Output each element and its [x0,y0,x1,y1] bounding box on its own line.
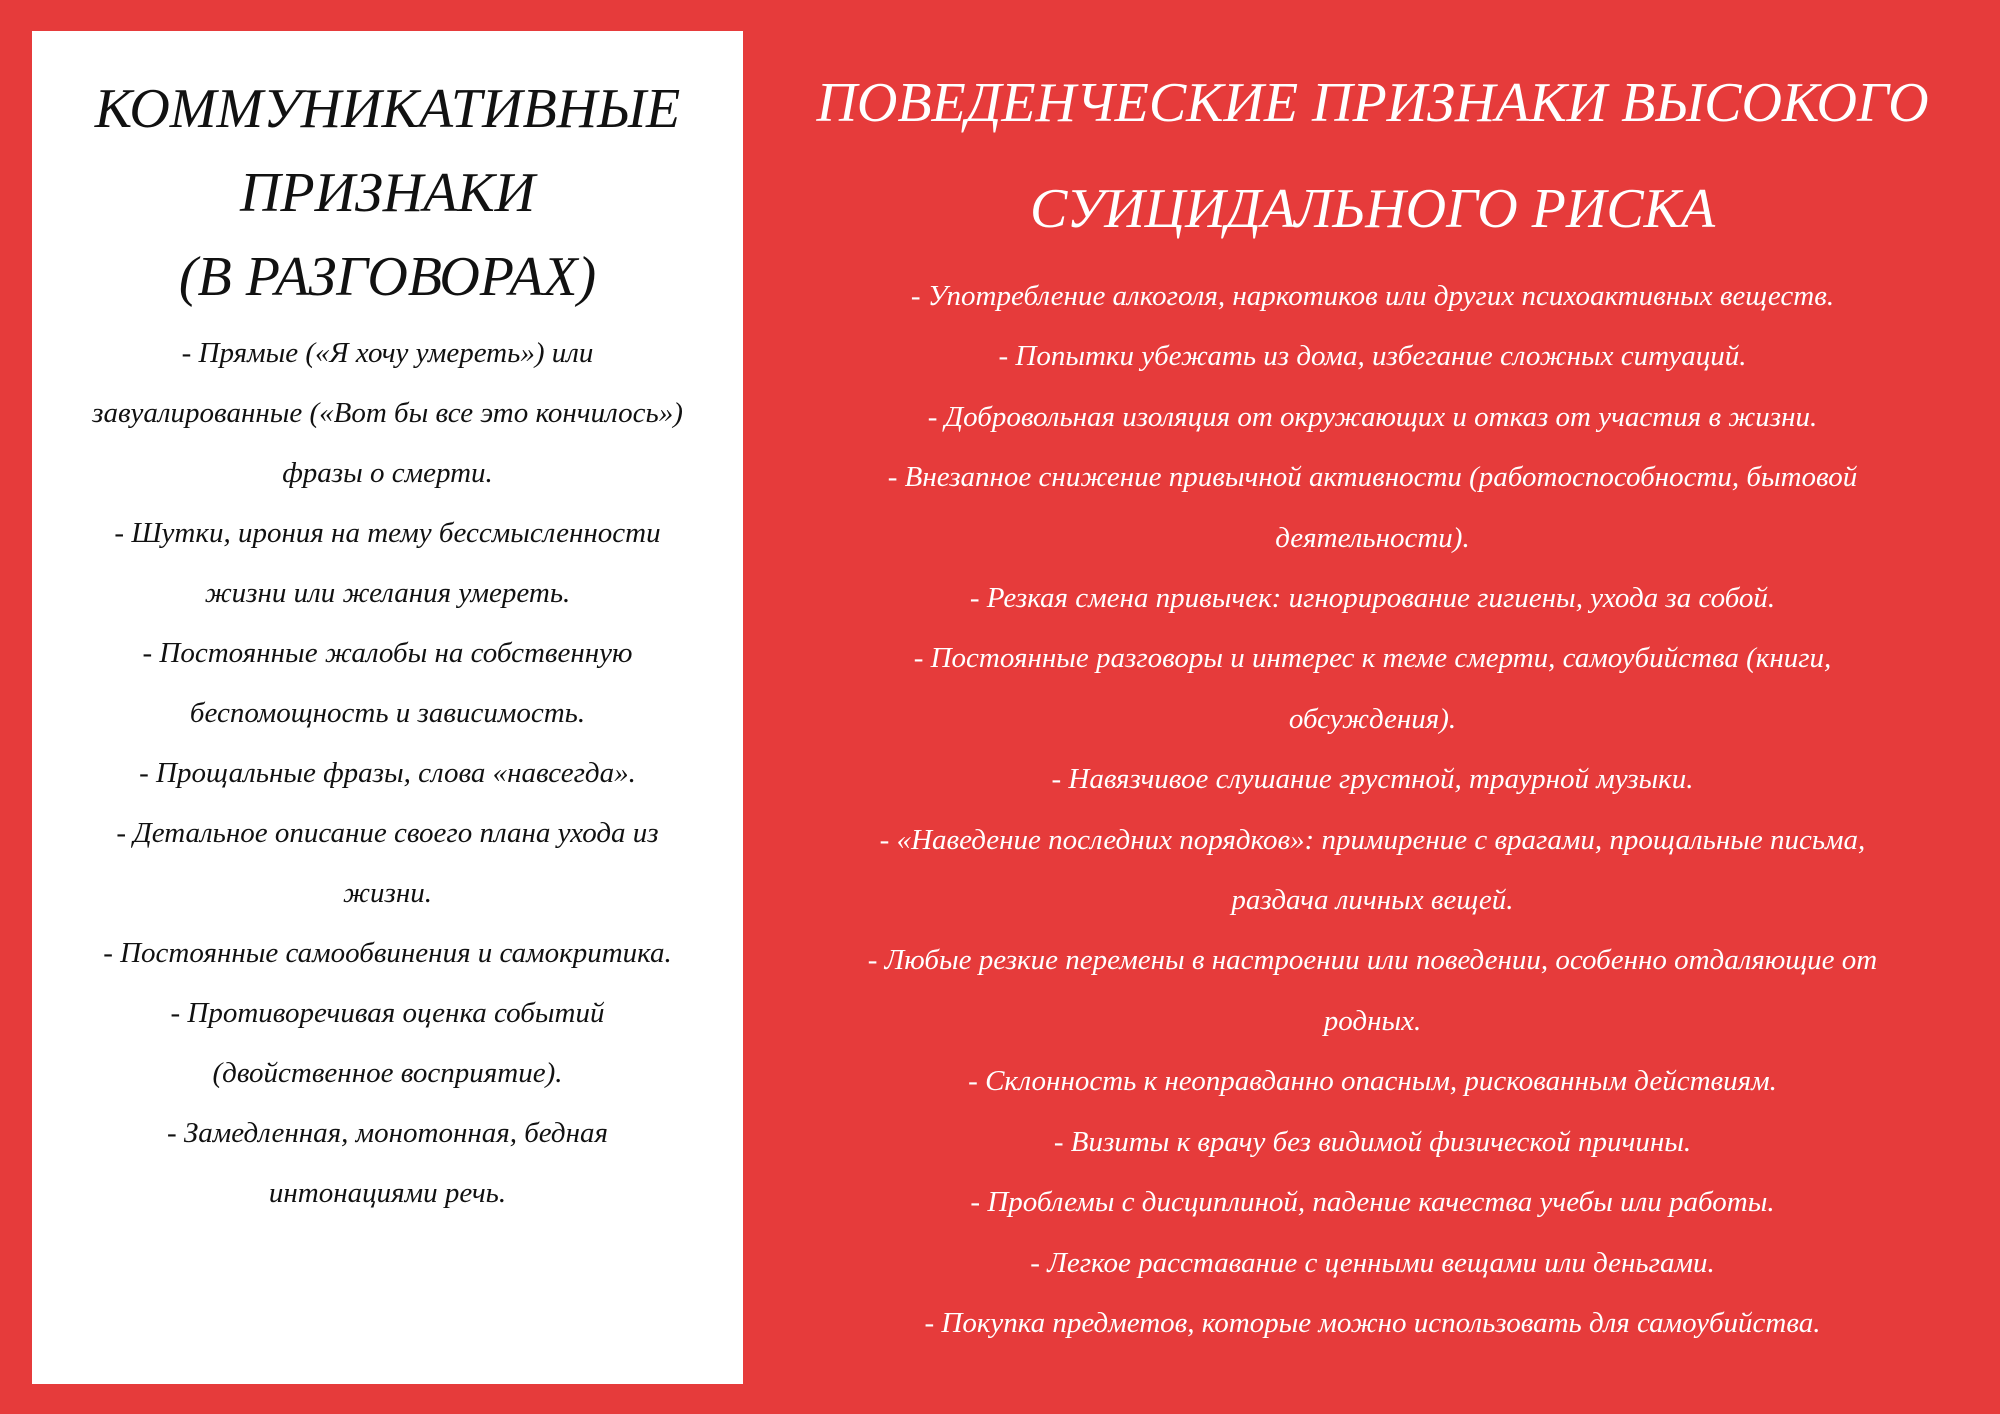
list-line: - Употребление алкоголя, наркотиков или других психоактивных веществ. [910,280,1835,312]
behavioral-signs-panel [760,50,1985,1353]
list-line: жизни. [343,877,432,909]
list-line: - Навязчивое слушание грустной, траурной музыки. [1051,763,1694,796]
list-line: завуалированные («Вот бы все это кончилось») [92,397,683,429]
list-line: беспомощность и зависимость. [189,697,586,729]
list-line: - Добровольная изоляция от окружающих и отказ от участия в жизни. [927,400,1818,433]
list-line: - Попытки убежать из дома, избегание сложных ситуаций. [998,340,1747,373]
list-line: обсуждения). [1288,702,1457,735]
list-line: родных. [1323,1004,1422,1037]
list-line: - Постоянные жалобы на собственную [142,637,633,669]
title-line: КОММУНИКАТИВНЫЕ [94,78,681,140]
list-line: - Покупка предметов, которые можно использовать для самоубийства. [924,1306,1821,1339]
list-line: - Постоянные самообвинения и самокритика. [103,937,672,969]
communicative-signs-panel [32,31,743,1384]
list-line: деятельности). [1275,521,1470,554]
communicative-signs-title [32,67,743,319]
title-line: ПОВЕДЕНЧЕСКИЕ ПРИЗНАКИ ВЫСОКОГО [816,72,1929,134]
list-line: - Замедленная, монотонная, бедная [167,1117,608,1149]
list-line: раздача личных вещей. [1231,884,1514,917]
behavioral-signs-title [760,50,1985,262]
behavioral-signs-list [760,266,1985,1353]
title-line: ПРИЗНАКИ [239,162,536,224]
communicative-signs-list [32,323,743,1223]
list-line: - Детальное описание своего плана ухода из [116,817,659,849]
list-line: - Прощальные фразы, слова «навсегда». [139,757,636,789]
list-line: фразы о смерти. [282,457,493,489]
list-line: жизни или желания умереть. [204,577,571,609]
list-line: - Постоянные разговоры и интерес к теме смерти, самоубийства (книги, [913,642,1832,675]
list-line: - Легкое расставание с ценными вещами или деньгами. [1030,1246,1715,1279]
title-line: (В РАЗГОВОРАХ) [178,246,597,308]
list-line: - Склонность к неоправданно опасным, рискованным действиям. [968,1065,1777,1098]
list-line: (двойственное восприятие). [212,1057,563,1089]
list-line: - «Наведение последних порядков»: примирение с врагами, прощальные письма, [879,823,1866,856]
list-line: - Проблемы с дисциплиной, падение качества учебы или работы. [970,1186,1775,1219]
list-line: - Прямые («Я хочу умереть») или [181,337,594,369]
list-line: - Любые резкие перемены в настроении или поведении, особенно отдаляющие от [867,944,1878,977]
list-line: - Внезапное снижение привычной активности (работоспособности, бытовой [887,461,1858,494]
title-line: СУИЦИДАЛЬНОГО РИСКА [1029,178,1716,240]
list-line: - Противоречивая оценка событий [170,997,605,1029]
list-line: - Резкая смена привычек: игнорирование гигиены, ухода за собой. [969,582,1776,615]
list-line: - Визиты к врачу без видимой физической причины. [1053,1125,1692,1158]
list-line: интонациями речь. [268,1177,507,1209]
list-line: - Шутки, ирония на тему бессмысленности [114,517,661,549]
